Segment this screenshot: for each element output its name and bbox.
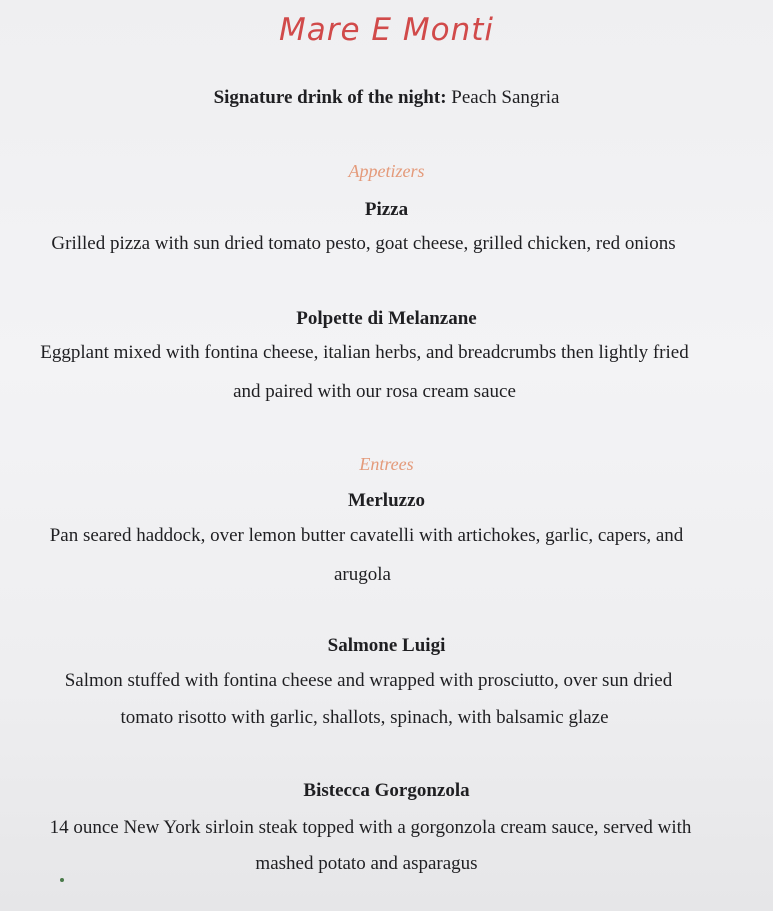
dish-description-bistecca-line2: mashed potato and asparagus — [255, 853, 478, 874]
dish-description-polpette-line2: and paired with our rosa cream sauce — [233, 381, 516, 402]
dish-description-bistecca-line1: 14 ounce New York sirloin steak topped with a gorgonzola cream sauce, served with — [49, 817, 692, 838]
restaurant-title: Mare E Monti — [279, 12, 494, 48]
dish-description-salmone-line1: Salmon stuffed with fontina cheese and wrapped with prosciutto, over sun dried — [64, 670, 673, 691]
signature-label: Signature drink of the night — [213, 87, 441, 108]
signature-drink: Signature drink of the night: Peach Sangria — [213, 87, 560, 108]
section-heading-entrees: Entrees — [359, 454, 414, 474]
dish-name-merluzzo: Merluzzo — [347, 490, 425, 511]
dish-description-pizza: Grilled pizza with sun dried tomato pesto, goat cheese, grilled chicken, red onions — [51, 233, 676, 254]
dish-description-salmone-line2: tomato risotto with garlic, shallots, spinach, with balsamic glaze — [120, 707, 609, 728]
dish-name-polpette: Polpette di Melanzane — [296, 308, 477, 329]
dish-name-salmone: Salmone Luigi — [327, 635, 446, 656]
dish-description-merluzzo-line2: arugola — [334, 564, 391, 585]
paper-speck — [60, 878, 64, 882]
dish-name-bistecca: Bistecca Gorgonzola — [303, 780, 470, 801]
section-heading-appetizers: Appetizers — [348, 161, 425, 181]
dish-name-pizza: Pizza — [364, 199, 409, 220]
dish-description-polpette-line1: Eggplant mixed with fontina cheese, italian herbs, and breadcrumbs then lightly fried — [40, 342, 689, 363]
dish-description-merluzzo-line1: Pan seared haddock, over lemon butter cavatelli with artichokes, garlic, capers, and — [49, 525, 684, 546]
signature-value: Peach Sangria — [451, 87, 560, 108]
